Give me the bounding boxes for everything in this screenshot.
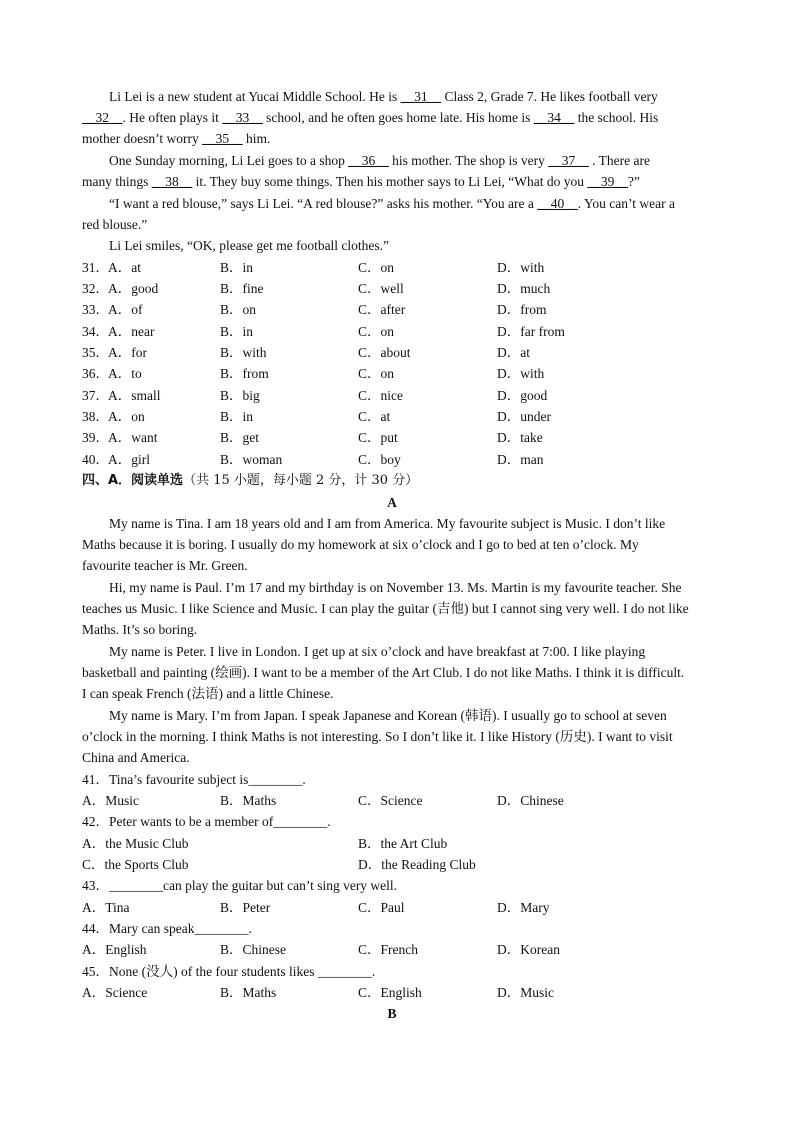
option-row-34: 34． A．near B．in C．on D．far from [82,321,702,342]
options-45 [82,982,702,1003]
option-34-b[interactable]: B．in [220,324,254,339]
option-43-c[interactable]: C．Paul [358,900,405,915]
option-44-a[interactable]: A．English [82,942,147,957]
options-41 [82,790,702,811]
option-42-c[interactable]: C．the Sports Club [82,857,189,872]
option-37-c[interactable]: C．nice [358,388,403,403]
blank-35: __35__ [202,131,243,146]
option-32-d[interactable]: D．much [497,281,551,296]
cloze-line-2: __32__. He often plays it __33__ school, and he often goes home late. His home is __34__ the school. His [82,110,659,125]
option-44-c[interactable]: C．French [358,942,418,957]
question-43: 43．________can play the guitar but can’t sing very well. [82,878,398,893]
cloze-line-6: “I want a red blouse,” says Li Lei. “A red blouse?” asks his mother. “You are a __40__. You can’t wear a [109,196,675,211]
cloze-line-3: mother doesn’t worry __35__ him. [82,131,271,146]
option-36-a[interactable]: A．to [108,366,142,381]
option-33-d[interactable]: D．from [497,302,547,317]
option-41-a[interactable]: A．Music [82,793,139,808]
option-40-a[interactable]: A．girl [108,452,150,467]
option-35-a[interactable]: A．for [108,345,147,360]
option-35-d[interactable]: D．at [497,345,530,360]
option-37-d[interactable]: D．good [497,388,548,403]
option-36-c[interactable]: C．on [358,366,395,381]
reading-line-4: Hi, my name is Paul. I’m 17 and my birthday is on November 13. Ms. Martin is my favourite teacher. She [109,580,682,595]
options-42-row1 [82,833,702,854]
option-40-c[interactable]: C．boy [358,452,401,467]
option-39-d[interactable]: D．take [497,430,543,445]
blank-32: __32__ [82,110,123,125]
option-41-b[interactable]: B．Maths [220,793,277,808]
reading-line-10: My name is Mary. I’m from Japan. I speak Japanese and Korean (韩语). I usually go to school at seven [109,708,667,723]
part-b-title: B [387,1006,397,1021]
cloze-line-4: One Sunday morning, Li Lei goes to a shop __36__ his mother. The shop is very __37__ . There are [109,153,650,168]
reading-line-2: Maths because it is boring. I usually do my homework at six o’clock and I go to bed at ten o’clock. My [82,537,639,552]
option-39-a[interactable]: A．want [108,430,158,445]
option-41-d[interactable]: D．Chinese [497,793,564,808]
option-32-a[interactable]: A．good [108,281,159,296]
blank-40: __40__ [537,196,578,211]
reading-line-7: My name is Peter. I live in London. I get up at six o’clock and have breakfast at 7:00. I like playing [109,644,646,659]
blank-36: __36__ [348,153,389,168]
option-38-c[interactable]: C．at [358,409,391,424]
option-row-39: 39． A．want B．get C．put D．take [82,427,702,448]
reading-line-6: Maths. It’s so boring. [82,622,198,637]
option-37-a[interactable]: A．small [108,388,161,403]
options-42-row2 [82,854,702,875]
option-42-b[interactable]: B．the Art Club [358,836,448,851]
options-44 [82,939,702,960]
option-32-c[interactable]: C．well [358,281,404,296]
option-33-a[interactable]: A．of [108,302,143,317]
option-row-31: 31． A．at B．in C．on D．with [82,257,702,278]
part-a-title: A [387,495,397,510]
option-32-b[interactable]: B．fine [220,281,264,296]
option-row-35: 35． A．for B．with C．about D．at [82,342,702,363]
option-41-c[interactable]: C．Science [358,793,423,808]
option-37-b[interactable]: B．big [220,388,260,403]
option-45-b[interactable]: B．Maths [220,985,277,1000]
option-45-c[interactable]: C．English [358,985,422,1000]
option-38-d[interactable]: D．under [497,409,551,424]
question-45: 45．None (没人) of the four students likes ________. [82,964,376,979]
reading-line-8: basketball and painting (绘画). I want to be a member of the Art Club. I do not like Maths. I think it is difficult. [82,665,685,680]
option-row-40: 40． A．girl B．woman C．boy D．man [82,449,702,470]
cloze-line-1: Li Lei is a new student at Yucai Middle School. He is __31__ Class 2, Grade 7. He likes football very [109,89,658,104]
options-43 [82,897,702,918]
section-heading: 四、A．阅读单选（共 15 小题，每小题 2 分，计 30 分） [82,473,419,488]
reading-line-5: teaches us Music. I like Science and Music. I can play the guitar (吉他) but I cannot sing very well. I do not like [82,601,689,616]
blank-33: __33__ [222,110,263,125]
option-44-d[interactable]: D．Korean [497,942,560,957]
reading-line-9: I can speak French (法语) and a little Chinese. [82,686,334,701]
cloze-line-5: many things __38__ it. They buy some things. Then his mother says to Li Lei, “What do you __39__?” [82,174,640,189]
option-31-b[interactable]: B．in [220,260,254,275]
option-45-d[interactable]: D．Music [497,985,554,1000]
option-31-d[interactable]: D．with [497,260,545,275]
blank-34: __34__ [533,110,575,125]
option-42-d[interactable]: D．the Reading Club [358,857,476,872]
option-36-d[interactable]: D．with [497,366,545,381]
option-40-b[interactable]: B．woman [220,452,283,467]
option-34-a[interactable]: A．near [108,324,155,339]
option-43-d[interactable]: D．Mary [497,900,550,915]
option-39-c[interactable]: C．put [358,430,398,445]
blank-39: __39__ [587,174,628,189]
option-row-36: 36． A．to B．from C．on D．with [82,363,702,384]
option-35-c[interactable]: C．about [358,345,411,360]
option-34-d[interactable]: D．far from [497,324,565,339]
option-38-a[interactable]: A．on [108,409,145,424]
option-39-b[interactable]: B．get [220,430,259,445]
reading-line-1: My name is Tina. I am 18 years old and I am from America. My favourite subject is Music. I don’t like [109,516,666,531]
option-31-c[interactable]: C．on [358,260,395,275]
reading-line-11: o’clock in the morning. I think Maths is not interesting. So I don’t like it. I like History (历史). I want to visit [82,729,673,744]
option-45-a[interactable]: A．Science [82,985,148,1000]
option-38-b[interactable]: B．in [220,409,254,424]
option-35-b[interactable]: B．with [220,345,267,360]
blank-38: __38__ [151,174,193,189]
option-33-c[interactable]: C．after [358,302,406,317]
option-43-a[interactable]: A．Tina [82,900,130,915]
option-33-b[interactable]: B．on [220,302,257,317]
cloze-line-7: red blouse.” [82,217,148,232]
option-44-b[interactable]: B．Chinese [220,942,286,957]
option-row-38: 38． A．on B．in C．at D．under [82,406,702,427]
option-42-a[interactable]: A．the Music Club [82,836,189,851]
reading-line-12: China and America. [82,750,190,765]
question-42: 42．Peter wants to be a member of________. [82,814,331,829]
question-41: 41．Tina’s favourite subject is________. [82,772,306,787]
option-31-a[interactable]: A．at [108,260,141,275]
reading-line-3: favourite teacher is Mr. Green. [82,558,248,573]
blank-37: __37__ [548,153,589,168]
question-44: 44．Mary can speak________. [82,921,252,936]
option-40-d[interactable]: D．man [497,452,544,467]
option-43-b[interactable]: B．Peter [220,900,271,915]
option-row-32: 32． A．good B．fine C．well D．much [82,278,702,299]
cloze-line-8: Li Lei smiles, “OK, please get me football clothes.” [109,238,390,253]
option-row-37: 37． A．small B．big C．nice D．good [82,385,702,406]
option-34-c[interactable]: C．on [358,324,395,339]
option-row-33: 33． A．of B．on C．after D．from [82,299,702,320]
option-36-b[interactable]: B．from [220,366,269,381]
blank-31: __31__ [400,89,442,104]
